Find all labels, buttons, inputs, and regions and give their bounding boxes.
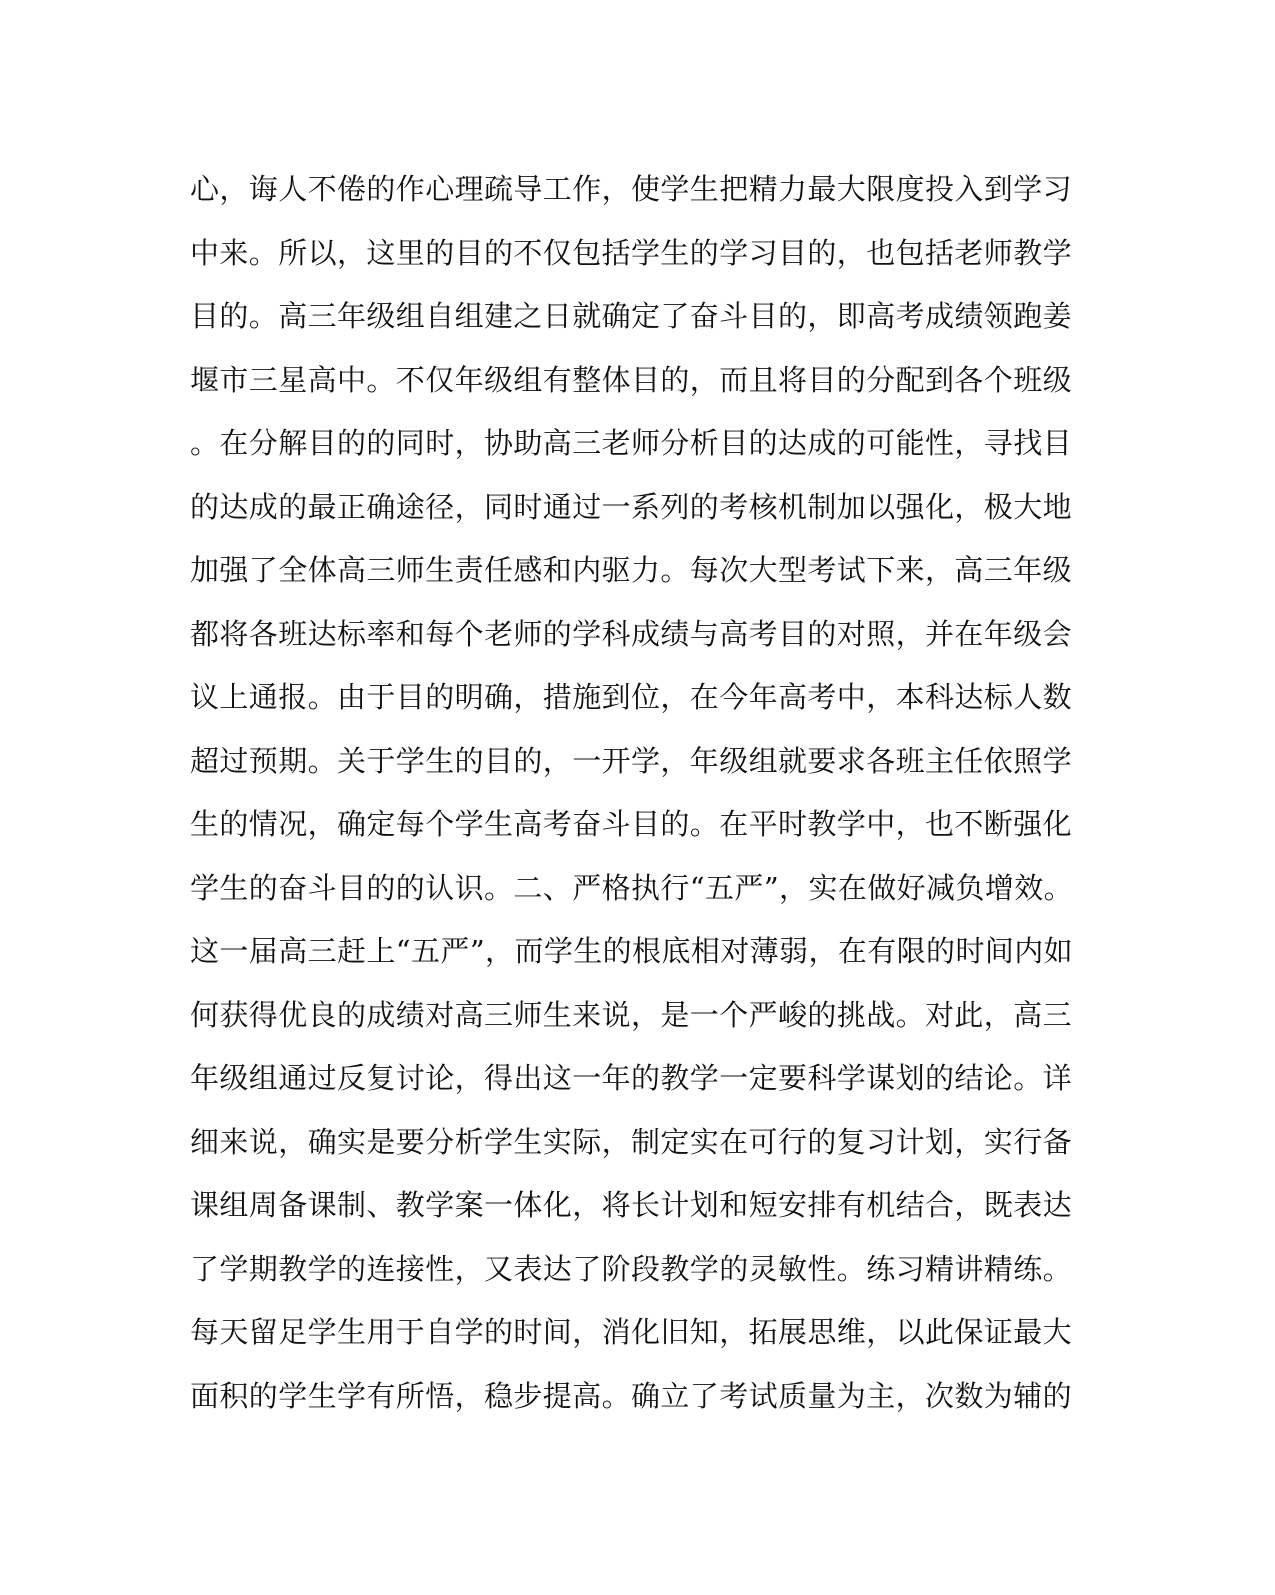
text-line: 何获得优良的成绩对高三师生来说，是一个严峻的挑战。对此，高三 [190, 997, 1073, 1032]
text-line: 学生的奋斗目的的认识。二、严格执行“五严”，实在做好减负增效。 [190, 870, 1074, 905]
text-line: 细来说，确实是要分析学生实际，制定实在可行的复习计划，实行备 [190, 1124, 1073, 1159]
text-line: 议上通报。由于目的明确，措施到位，在今年高考中，本科达标人数 [190, 680, 1073, 714]
text-line: 中来。所以，这里的目的不仅包括学生的学习目的，也包括老师教学 [190, 235, 1073, 270]
body-text [190, 158, 1074, 1428]
text-line: 心，诲人不倦的作心理疏导工作，使学生把精力最大限度投入到学习 [190, 172, 1073, 206]
text-line: 这一届高三赶上“五严”，而学生的根底相对薄弱，在有限的时间内如 [190, 934, 1074, 968]
text-line: 面积的学生学有所悟，稳步提高。确立了考试质量为主，次数为辅的 [190, 1378, 1073, 1413]
text-line: 年级组通过反复讨论，得出这一年的教学一定要科学谋划的结论。详 [190, 1061, 1073, 1095]
text-line: 了学期教学的连接性，又表达了阶段教学的灵敏性。练习精讲精练。 [190, 1251, 1073, 1286]
text-line: 每天留足学生用于自学的时间，消化旧知，拓展思维，以此保证最大 [190, 1315, 1073, 1349]
text-line: 生的情况，确定每个学生高考奋斗目的。在平时教学中，也不断强化 [190, 807, 1073, 841]
text-line: 堰市三星高中。不仅年级组有整体目的，而且将目的分配到各个班级 [190, 362, 1073, 397]
text-line: 都将各班达标率和每个老师的学科成绩与高考目的对照，并在年级会 [190, 616, 1073, 651]
text-line: 。在分解目的的同时，协助高三老师分析目的达成的可能性，寻找目 [190, 426, 1073, 460]
text-line: 超过预期。关于学生的目的，一开学，年级组就要求各班主任依照学 [190, 743, 1073, 778]
text-line: 目的。高三年级组自组建之日就确定了奋斗目的，即高考成绩领跑姜 [190, 299, 1073, 333]
text-line: 加强了全体高三师生责任感和内驱力。每次大型考试下来，高三年级 [190, 553, 1073, 587]
text-line: 课组周备课制、教学案一体化，将长计划和短安排有机结合，既表达 [190, 1188, 1073, 1222]
text-line: 的达成的最正确途径，同时通过一系列的考核机制加以强化，极大地 [190, 489, 1073, 524]
